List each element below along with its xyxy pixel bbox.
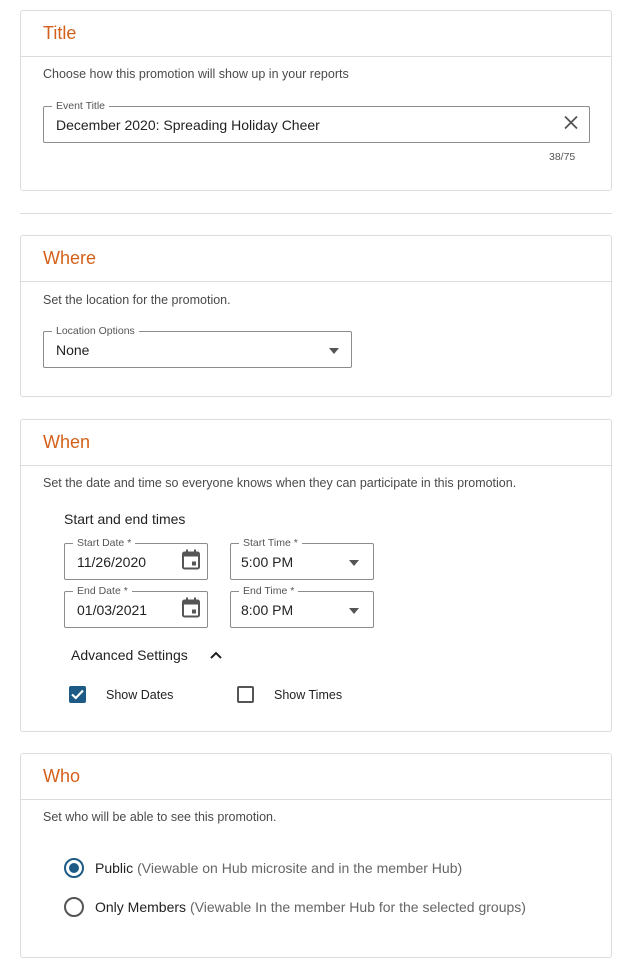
caret-down-icon: [349, 553, 359, 571]
start-time-value: 5:00 PM: [241, 553, 294, 570]
title-char-counter: 38/75: [549, 151, 576, 163]
visibility-option-public[interactable]: [64, 858, 462, 878]
who-card-header: [21, 754, 611, 800]
start-time-select[interactable]: [230, 537, 374, 580]
where-card: [20, 235, 612, 397]
caret-down-icon: [349, 601, 359, 619]
who-card: [20, 753, 612, 958]
start-date-label: Start Date *: [73, 537, 135, 549]
chevron-up-icon: [210, 651, 222, 659]
public-hint: (Viewable on Hub microsite and in the member Hub): [137, 860, 463, 876]
where-card-description: Set the location for the promotion.: [43, 293, 231, 307]
show-dates-option[interactable]: [69, 686, 173, 703]
advanced-settings-toggle[interactable]: [71, 647, 222, 663]
only-members-label: Only Members: [95, 899, 187, 915]
show-times-option[interactable]: [237, 686, 342, 703]
location-options-select[interactable]: [43, 325, 352, 368]
title-card-header: [21, 11, 611, 57]
title-card-heading: Title: [43, 23, 77, 43]
event-title-label: Event Title: [52, 100, 109, 112]
show-times-label: Show Times: [274, 687, 343, 702]
end-time-value: 8:00 PM: [241, 601, 294, 618]
start-time-label: Start Time *: [239, 537, 302, 549]
start-end-times-heading: Start and end times: [64, 511, 186, 527]
public-radio[interactable]: [64, 858, 84, 878]
location-options-value: None: [56, 341, 90, 358]
calendar-icon[interactable]: [182, 597, 200, 622]
show-dates-checkbox[interactable]: [69, 686, 86, 703]
where-card-header: [21, 236, 611, 282]
end-date-label: End Date *: [73, 585, 132, 597]
title-card-description: Choose how this promotion will show up in your reports: [43, 67, 349, 81]
only-members-radio[interactable]: [64, 897, 84, 917]
end-time-select[interactable]: [230, 585, 374, 628]
start-date-field[interactable]: [64, 537, 208, 580]
location-options-label: Location Options: [52, 325, 139, 337]
advanced-settings-label: Advanced Settings: [71, 647, 188, 663]
who-card-description: Set who will be able to see this promotion.: [43, 810, 277, 824]
start-date-value: 11/26/2020: [77, 553, 147, 570]
visibility-option-members[interactable]: [64, 897, 526, 917]
when-card-header: [21, 420, 611, 466]
section-divider: [20, 213, 612, 214]
where-card-heading: Where: [43, 248, 97, 268]
end-date-value: 01/03/2021: [77, 601, 148, 618]
end-date-field[interactable]: [64, 585, 208, 628]
show-dates-label: Show Dates: [106, 687, 174, 702]
close-icon[interactable]: [563, 114, 579, 135]
caret-down-icon: [329, 341, 339, 359]
show-times-checkbox[interactable]: [237, 686, 254, 703]
event-title-field[interactable]: [43, 100, 590, 143]
only-members-hint: (Viewable In the member Hub for the selected groups): [190, 899, 526, 915]
title-card: [20, 10, 612, 191]
when-card: [20, 419, 612, 732]
end-time-label: End Time *: [239, 585, 298, 597]
who-card-heading: Who: [43, 766, 81, 786]
event-title-value: December 2020: Spreading Holiday Cheer: [56, 116, 320, 133]
public-label: Public: [95, 860, 134, 876]
when-card-heading: When: [43, 432, 91, 452]
calendar-icon[interactable]: [182, 549, 200, 574]
when-card-description: Set the date and time so everyone knows when they can participate in this promotion.: [43, 476, 517, 490]
